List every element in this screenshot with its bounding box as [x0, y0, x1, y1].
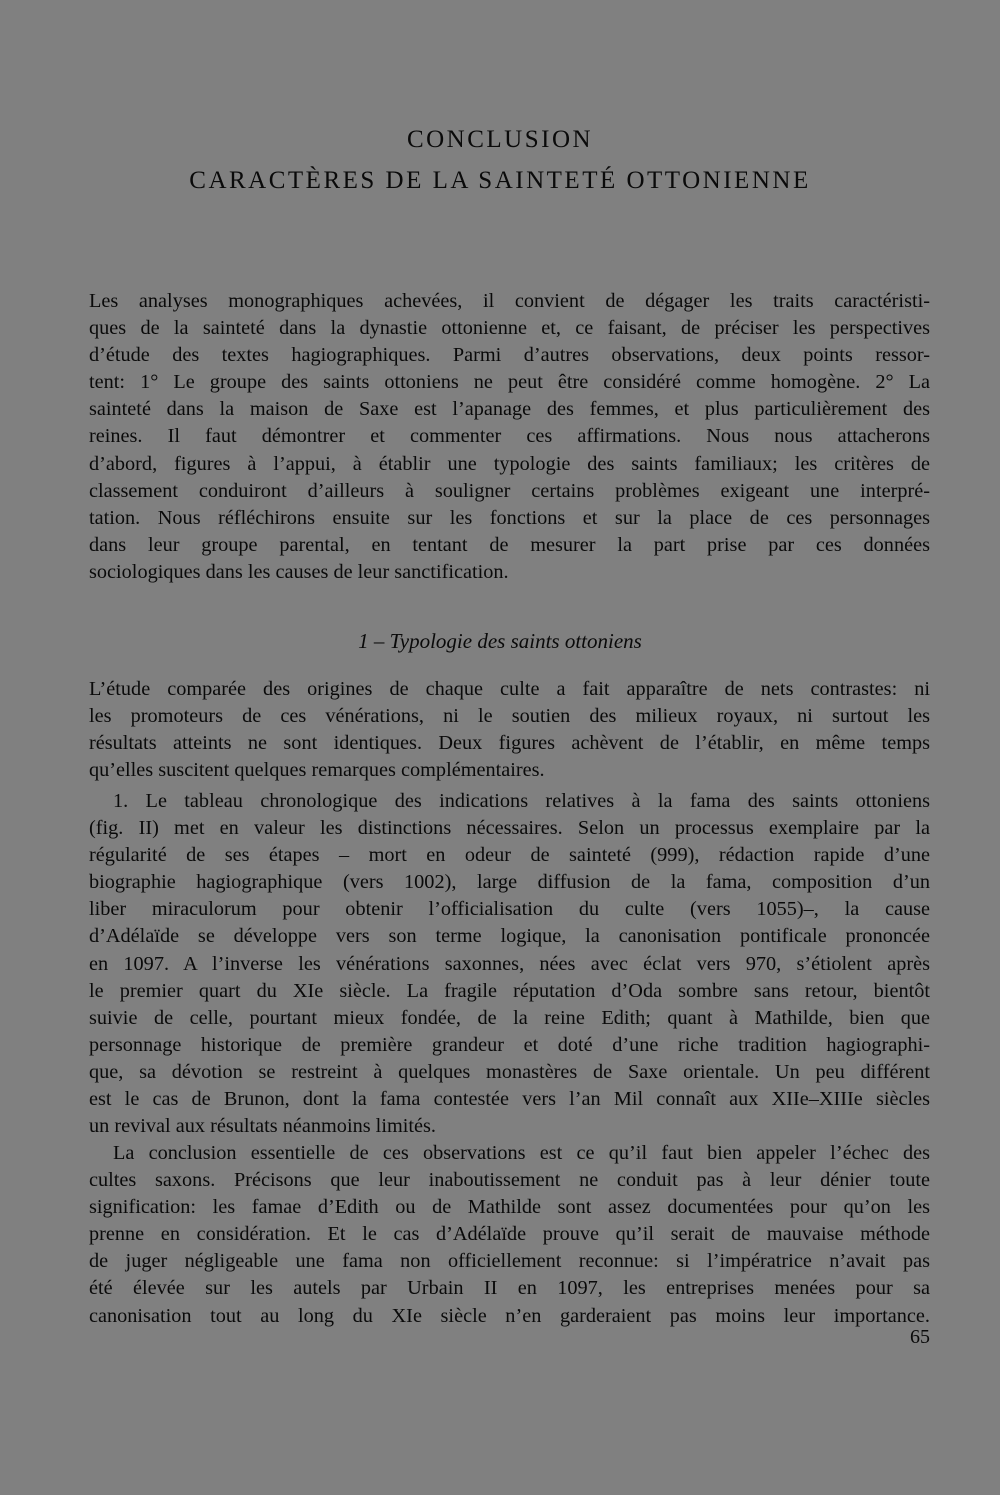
text-line: tation. Nous réfléchirons ensuite sur les fonctions et sur la place de ces personnages: [89, 506, 930, 529]
text-line: qu’elles suscitent quelques remarques complémentaires.: [89, 759, 545, 782]
text-line: est le cas de Brunon, dont la fama contestée vers l’an Mil connaît aux XIIe–XIIIe siècles: [89, 1088, 930, 1111]
text-line: cultes saxons. Précisons que leur inaboutissement ne conduit pas à leur dénier toute: [89, 1169, 930, 1192]
text-line: de juger négligeable une fama non officiellement reconnue: si l’impératrice n’avait pas: [89, 1250, 930, 1273]
text-line: suivie de celle, pourtant mieux fondée, de la reine Edith; quant à Mathilde, bien que: [89, 1006, 930, 1029]
text-line: sainteté dans la maison de Saxe est l’apanage des femmes, et plus particulièrement des: [89, 398, 930, 421]
text-line: classement conduiront d’ailleurs à souligner certains problèmes exigeant une interpré-: [89, 479, 930, 502]
paragraph-conclusion: [89, 1140, 930, 1330]
intro-paragraph: [89, 288, 930, 586]
text-line: les promoteurs de ces vénérations, ni le soutien des milieux royaux, ni surtout les: [89, 705, 930, 728]
text-line: La conclusion essentielle de ces observations est ce qu’il faut bien appeler l’échec des: [113, 1142, 930, 1164]
text-line: 1. Le tableau chronologique des indications relatives à la fama des saints ottoniens: [113, 790, 930, 812]
text-line: dans leur groupe parental, en tentant de mesurer la part prise par ces données: [89, 533, 930, 556]
chapter-subheading: CARACTÈRES DE LA SAINTETÉ OTTONIENNE: [189, 167, 811, 194]
text-line: Les analyses monographiques achevées, il convient de dégager les traits caractéristi-: [89, 290, 930, 312]
text-line: régularité de ses étapes – mort en odeur de sainteté (999), rédaction rapide d’une: [89, 844, 930, 867]
text-line: liber miraculorum pour obtenir l’officialisation du culte (vers 1055)–, la cause: [89, 898, 930, 921]
text-line: ques de la sainteté dans la dynastie ottonienne et, ce faisant, de préciser les perspectives: [89, 317, 930, 340]
text-line: L’étude comparée des origines de chaque culte a fait apparaître de nets contrastes: ni: [89, 678, 930, 700]
text-line: tent: 1° Le groupe des saints ottoniens ne peut être considéré comme homogène. 2° La: [89, 371, 930, 394]
text-line: prenne en considération. Et le cas d’Adélaïde prouve qu’il serait de mauvaise méthode: [89, 1223, 930, 1246]
text-line: d’étude des textes hagiographiques. Parmi d’autres observations, deux points ressor-: [89, 344, 930, 367]
text-line: canonisation tout au long du XIe siècle n’en garderaient pas moins leur importance.: [89, 1304, 930, 1327]
text-line: biographie hagiographique (vers 1002), large diffusion de la fama, composition d’un: [89, 871, 930, 894]
paragraph-comparison: [89, 676, 930, 784]
chapter-heading: CONCLUSION: [406, 126, 594, 153]
text-line: sociologiques dans les causes de leur sanctification.: [89, 560, 509, 583]
page-number: 65: [910, 1326, 930, 1348]
text-line: résultats atteints ne sont identiques. Deux figures achèvent de l’établir, en même temps: [89, 732, 930, 755]
text-line: que, sa dévotion se restreint à quelques monastères de Saxe orientale. Un peu différent: [89, 1060, 930, 1083]
paragraph-chronology: [89, 788, 930, 1140]
text-line: d’abord, figures à l’appui, à établir une typologie des saints familiaux; les critères de: [89, 452, 930, 475]
text-line: un revival aux résultats néanmoins limités.: [89, 1115, 436, 1138]
text-line: (fig. II) met en valeur les distinctions nécessaires. Selon un processus exemplaire par la: [89, 817, 930, 840]
text-line: signification: les famae d’Edith ou de Mathilde sont assez documentées pour qu’on les: [89, 1196, 930, 1219]
section-title: 1 – Typologie des saints ottoniens: [358, 629, 642, 653]
text-line: le premier quart du XIe siècle. La fragile réputation d’Oda sombre sans retour, bientôt: [89, 979, 930, 1002]
text-line: reines. Il faut démontrer et commenter ces affirmations. Nous nous attacherons: [89, 425, 930, 448]
text-line: d’Adélaïde se développe vers son terme logique, la canonisation pontificale prononcée: [89, 925, 930, 948]
text-line: personnage historique de première grandeur et doté d’une riche tradition hagiographi-: [89, 1033, 930, 1056]
text-line: été élevée sur les autels par Urbain II en 1097, les entreprises menées pour sa: [89, 1277, 930, 1300]
text-line: en 1097. A l’inverse les vénérations saxonnes, nées avec éclat vers 970, s’étiolent après: [89, 952, 930, 975]
